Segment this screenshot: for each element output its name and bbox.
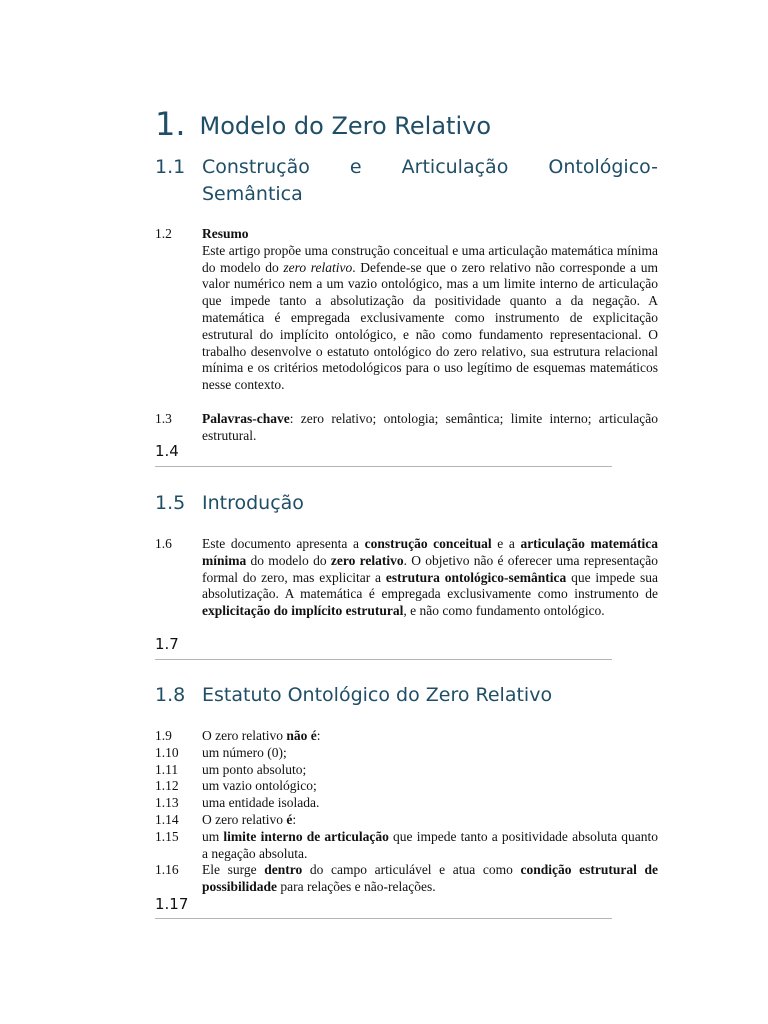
title-text: Modelo do Zero Relativo bbox=[199, 112, 492, 140]
paragraph-number: 1.14 bbox=[155, 812, 179, 827]
section-heading-1-8 bbox=[155, 682, 658, 709]
paragraph-number: 1.16 bbox=[155, 862, 179, 877]
separator-number: 1.4 bbox=[155, 442, 179, 460]
section-number: 1.1 bbox=[155, 156, 186, 178]
section-title: Estatuto Ontológico do Zero Relativo bbox=[202, 684, 553, 706]
paragraph-number: 1.11 bbox=[155, 762, 179, 777]
section-heading-1-5 bbox=[155, 490, 658, 517]
intro-paragraph: 1.6 Este documento apresenta a construção conceitual e a articulação matemática mínima do modelo do zero relativo. O objetivo não é oferecer uma representação formal do zero, mas explicitar a estrutura ontológico-semântica que impede sua absolutização. A matemática é empregada exclusivamente como instrumento de explicitação do implícito estrutural, e não como fundamento ontológico. bbox=[155, 536, 659, 619]
section-heading-1-1 bbox=[155, 154, 658, 208]
paragraph-number: 1.2 bbox=[155, 226, 172, 241]
paragraph-number: 1.6 bbox=[155, 536, 172, 551]
list-item: 1.16 Ele surge dentro do campo articulável e atua como condição estrutural de possibilidade para relações e não-relações. bbox=[155, 862, 658, 894]
keywords-text: : zero relativo; ontologia; semântica; limite interno; articulação estrutural. bbox=[202, 411, 658, 443]
section-title-line-2: Semântica bbox=[202, 183, 303, 205]
italic-term: zero relativo bbox=[283, 259, 353, 275]
list-item: 1.12 um vazio ontológico; bbox=[155, 778, 317, 793]
horizontal-rule bbox=[155, 466, 612, 467]
keywords-label: Palavras-chave bbox=[202, 411, 290, 426]
paragraph-number: 1.3 bbox=[155, 411, 172, 426]
list-item: 1.13 uma entidade isolada. bbox=[155, 795, 320, 810]
paragraph-number: 1.15 bbox=[155, 829, 179, 844]
paragraph-number: 1.13 bbox=[155, 795, 179, 810]
separator-number: 1.17 bbox=[155, 895, 189, 913]
list-item: 1.14 O zero relativo é: bbox=[155, 812, 297, 827]
abstract-heading: Resumo bbox=[202, 226, 249, 241]
list-item: 1.9 O zero relativo não é: bbox=[155, 728, 321, 743]
section-number: 1.8 bbox=[155, 684, 186, 706]
page-title bbox=[155, 104, 491, 146]
section-title: Introdução bbox=[202, 492, 304, 514]
list-item: 1.10 um número (0); bbox=[155, 745, 287, 760]
list-item: 1.15 um limite interno de articulação que impede tanto a positividade absoluta quanto a negação absoluta. bbox=[155, 829, 658, 861]
horizontal-rule bbox=[155, 918, 612, 919]
horizontal-rule bbox=[155, 659, 612, 660]
section-number: 1.5 bbox=[155, 492, 186, 514]
paragraph-number: 1.12 bbox=[155, 778, 179, 793]
title-number: 1. bbox=[155, 105, 186, 143]
paragraph-number: 1.10 bbox=[155, 745, 179, 760]
separator-number: 1.7 bbox=[155, 635, 179, 653]
section-title-line-1: Construção e Articulação Ontológico- bbox=[202, 156, 658, 178]
keywords-paragraph bbox=[155, 411, 658, 445]
abstract-paragraph: 1.2 Resumo Este artigo propõe uma construção conceitual e uma articulação matemática mínima do modelo do zero relativo. Defende-se que o zero relativo não corresponde a um valor numérico nem a um vazio ontológico, mas a um limite interno de articulação que impede tanto a absolutização da positividade quanto a da negação. A matemática é empregada exclusivamente como instrumento de explicitação estrutural do implícito ontológico, e não como fundamento representacional. O trabalho desenvolve o estatuto ontológico do zero relativo, sua estrutura relacional mínima e os critérios metodológicos para o uso legítimo de esquemas matemáticos nesse contexto. bbox=[155, 226, 658, 393]
list-item: 1.11 um ponto absoluto; bbox=[155, 762, 307, 777]
paragraph-number: 1.9 bbox=[155, 728, 172, 743]
